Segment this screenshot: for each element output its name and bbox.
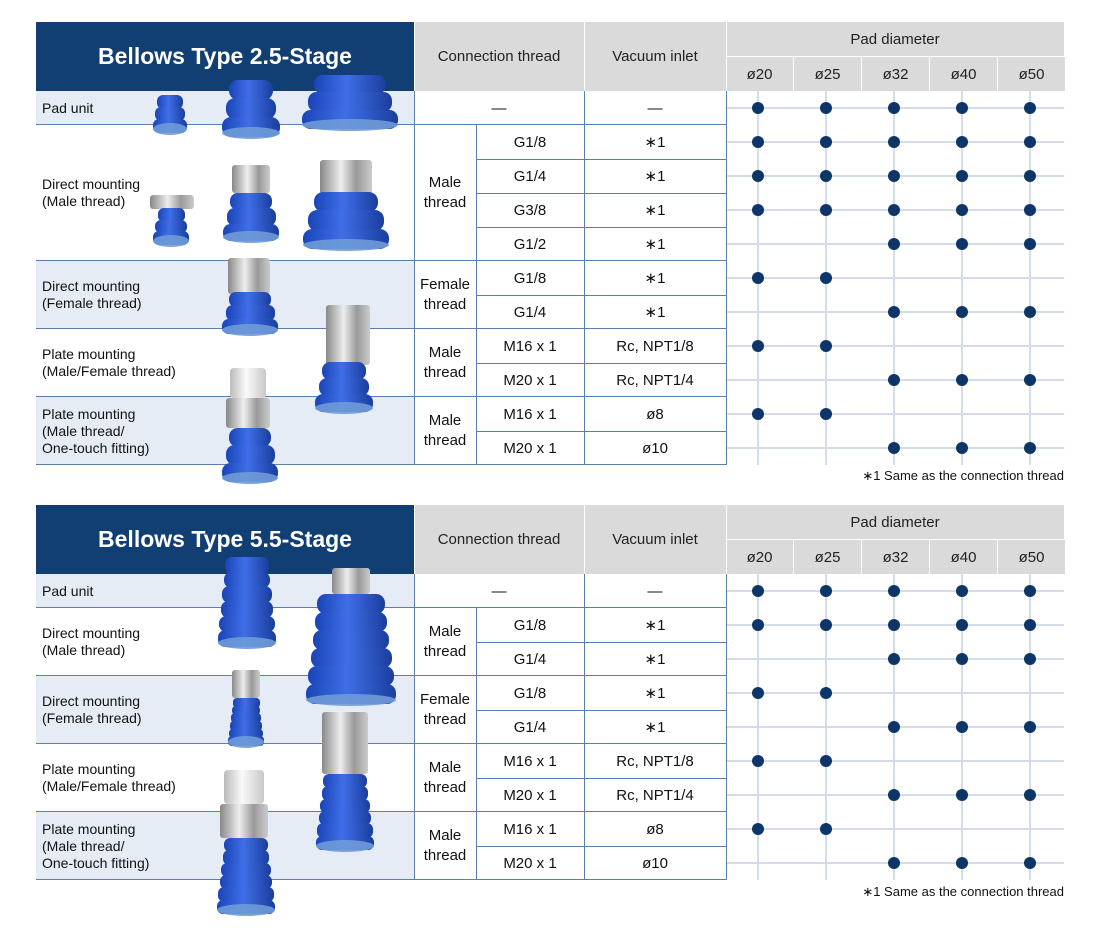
fitting-image <box>226 398 270 428</box>
header-divider <box>793 540 794 574</box>
pad-lip <box>153 235 189 247</box>
availability-dot <box>956 653 968 665</box>
availability-dot <box>956 857 968 869</box>
bellows-stage <box>226 445 275 464</box>
connection-thread-value: G1/4 <box>513 650 547 668</box>
row-divider <box>476 642 726 643</box>
header-divider <box>793 57 794 91</box>
availability-dot <box>888 238 900 250</box>
vacuum-inlet-value: — <box>647 99 663 117</box>
footnote: ∗1 Same as the connection thread <box>862 884 1064 899</box>
availability-dot <box>1024 442 1036 454</box>
suction-cup-image <box>153 95 187 131</box>
thread-type: Male thread <box>423 412 467 449</box>
availability-dot <box>888 442 900 454</box>
availability-dot <box>1024 170 1036 182</box>
availability-dot <box>820 204 832 216</box>
suction-cup-image <box>218 557 276 645</box>
connection-thread-value: M20 x 1 <box>503 439 557 457</box>
vacuum-inlet-value: ∗1 <box>644 236 666 253</box>
row-label: Direct mounting (Female thread) <box>42 278 142 311</box>
vacuum-inlet-value: ∗1 <box>644 270 666 287</box>
header-divider <box>414 22 415 91</box>
connection-thread-value: G1/8 <box>513 684 547 702</box>
row-label: Plate mounting (Male/Female thread) <box>42 761 176 794</box>
fitting-image <box>332 568 370 594</box>
availability-dot <box>752 408 764 420</box>
header-diameter-d50: ø50 <box>998 57 1065 91</box>
row-divider <box>476 363 726 364</box>
grid-line <box>726 692 1064 694</box>
pad-lip <box>222 324 278 336</box>
column-divider <box>726 91 727 465</box>
row-divider <box>476 295 726 296</box>
fitting-image <box>232 670 260 698</box>
availability-dot <box>888 204 900 216</box>
header-diameter-d32: ø32 <box>862 540 929 574</box>
availability-dot <box>752 687 764 699</box>
availability-dot <box>820 340 832 352</box>
availability-dot <box>888 619 900 631</box>
thread-type: Male thread <box>423 759 467 796</box>
availability-dot <box>1024 789 1036 801</box>
header-divider <box>414 505 415 574</box>
fitting-image <box>220 804 268 838</box>
suction-cup-image <box>315 362 373 410</box>
fitting-image <box>228 258 270 294</box>
pad-lip <box>303 239 389 251</box>
grid-line <box>726 277 1064 279</box>
availability-dot <box>820 619 832 631</box>
availability-dot <box>1024 102 1036 114</box>
connection-thread-value: M20 x 1 <box>503 854 557 872</box>
table-title: Bellows Type 5.5-Stage <box>36 505 414 574</box>
suction-cup-image <box>222 80 280 135</box>
one-touch-fitting-image <box>230 368 266 398</box>
vacuum-inlet-value: ∗1 <box>644 651 666 668</box>
header-divider <box>997 57 998 91</box>
availability-dot <box>888 789 900 801</box>
thread-type: Female thread <box>419 276 471 313</box>
bellows-stage <box>317 594 385 614</box>
availability-dot <box>956 442 968 454</box>
pad-lip <box>222 472 278 484</box>
pad-lip <box>228 736 264 748</box>
pad-lip <box>218 637 276 649</box>
header-pad-diameter: Pad diameter <box>726 22 1064 56</box>
availability-dot <box>888 857 900 869</box>
availability-dot <box>956 102 968 114</box>
column-divider <box>414 91 415 465</box>
availability-dot <box>1024 721 1036 733</box>
connection-thread-value: M16 x 1 <box>503 752 557 770</box>
availability-dot <box>888 170 900 182</box>
thread-type: Male thread <box>423 174 467 211</box>
availability-dot <box>888 102 900 114</box>
vacuum-inlet-value: Rc, NPT1/4 <box>616 371 694 389</box>
availability-dot <box>820 272 832 284</box>
connection-thread-value: M16 x 1 <box>503 405 557 423</box>
availability-dot <box>1024 857 1036 869</box>
column-divider <box>584 91 585 465</box>
header-diameter-d40: ø40 <box>930 57 997 91</box>
header-connection-thread: Connection thread <box>414 22 584 91</box>
connection-thread-value: — <box>491 582 507 600</box>
availability-dot <box>888 136 900 148</box>
header-diameter-d50: ø50 <box>998 540 1065 574</box>
connection-thread-value: M16 x 1 <box>503 337 557 355</box>
header-divider <box>861 540 862 574</box>
pad-lip <box>302 119 398 131</box>
suction-cup-image <box>302 75 398 127</box>
connection-thread-value: G1/8 <box>513 269 547 287</box>
availability-dot <box>888 306 900 318</box>
vacuum-inlet-value: ø10 <box>642 439 668 457</box>
vacuum-inlet-value: ø8 <box>646 820 664 838</box>
row-divider <box>476 159 726 160</box>
availability-dot <box>1024 653 1036 665</box>
column-divider <box>584 574 585 880</box>
fitting-image <box>322 712 368 774</box>
vacuum-inlet-value: ∗1 <box>644 168 666 185</box>
grid-line <box>726 760 1064 762</box>
availability-dot <box>752 204 764 216</box>
header-divider <box>584 505 585 574</box>
vacuum-inlet-value: Rc, NPT1/8 <box>616 337 694 355</box>
thread-type: Female thread <box>419 691 471 728</box>
row-divider <box>476 778 726 779</box>
fitting-image <box>150 195 194 209</box>
availability-dot <box>956 721 968 733</box>
connection-thread-value: G1/2 <box>513 235 547 253</box>
suction-cup-image <box>217 838 275 912</box>
vacuum-inlet-value: ∗1 <box>644 719 666 736</box>
vacuum-inlet-value: — <box>647 582 663 600</box>
vacuum-inlet-value: Rc, NPT1/4 <box>616 786 694 804</box>
group-divider <box>36 879 726 880</box>
availability-dot <box>752 619 764 631</box>
vacuum-inlet-value: ø8 <box>646 405 664 423</box>
availability-dot <box>820 102 832 114</box>
table-title: Bellows Type 2.5-Stage <box>36 22 414 91</box>
vacuum-inlet-value: ∗1 <box>644 617 666 634</box>
column-divider <box>414 574 415 880</box>
availability-dot <box>956 585 968 597</box>
connection-thread-value: — <box>491 99 507 117</box>
availability-dot <box>956 619 968 631</box>
vacuum-inlet-value: ∗1 <box>644 134 666 151</box>
header-diameter-d40: ø40 <box>930 540 997 574</box>
availability-dot <box>1024 374 1036 386</box>
connection-thread-value: G1/4 <box>513 303 547 321</box>
availability-dot <box>752 340 764 352</box>
availability-dot <box>820 585 832 597</box>
availability-dot <box>956 238 968 250</box>
connection-thread-value: M20 x 1 <box>503 786 557 804</box>
availability-dot <box>1024 306 1036 318</box>
header-diameter-d25: ø25 <box>794 540 861 574</box>
availability-dot <box>888 721 900 733</box>
bellows-stage <box>313 630 390 650</box>
availability-dot <box>820 687 832 699</box>
header-divider <box>726 56 1064 57</box>
availability-dot <box>1024 136 1036 148</box>
pad-lip <box>315 402 373 414</box>
availability-dot <box>1024 619 1036 631</box>
bellows-stage <box>314 192 379 212</box>
vacuum-inlet-value: ∗1 <box>644 202 666 219</box>
header-vacuum-inlet: Vacuum inlet <box>584 22 726 91</box>
column-divider <box>726 574 727 880</box>
availability-dot <box>1024 585 1036 597</box>
header-pad-diameter: Pad diameter <box>726 505 1064 539</box>
connection-thread-value: M20 x 1 <box>503 371 557 389</box>
row-label: Direct mounting (Male thread) <box>42 625 141 658</box>
availability-dot <box>956 306 968 318</box>
bellows-stage <box>308 210 383 230</box>
bellows-stage <box>311 648 392 668</box>
suction-cup-image <box>223 193 279 239</box>
vacuum-inlet-value: Rc, NPT1/8 <box>616 752 694 770</box>
thread-type: Male thread <box>423 623 467 660</box>
header-connection-thread: Connection thread <box>414 505 584 574</box>
row-divider <box>476 193 726 194</box>
grid-line <box>726 413 1064 415</box>
connection-thread-value: G1/8 <box>513 616 547 634</box>
availability-dot <box>820 170 832 182</box>
row-label: Direct mounting (Male thread) <box>42 176 141 209</box>
header-divider <box>997 540 998 574</box>
fitting-image <box>320 160 372 194</box>
pad-lip <box>153 123 187 135</box>
thread-type: Male thread <box>423 827 467 864</box>
availability-dot <box>752 755 764 767</box>
availability-dot <box>888 653 900 665</box>
availability-dot <box>888 585 900 597</box>
availability-dot <box>752 823 764 835</box>
row-divider <box>476 846 726 847</box>
availability-dot <box>1024 238 1036 250</box>
suction-cup-image <box>222 292 278 332</box>
grid-line <box>726 828 1064 830</box>
row-label: Pad unit <box>42 582 94 599</box>
thread-type: Male thread <box>423 344 467 381</box>
bellows-stage <box>229 80 273 100</box>
pad-lip <box>222 127 280 139</box>
bellows-stage <box>315 612 387 632</box>
availability-dot <box>1024 204 1036 216</box>
row-divider <box>476 227 726 228</box>
suction-cup-image <box>222 428 278 480</box>
header-divider <box>726 539 1064 540</box>
pad-lip <box>316 840 374 852</box>
pad-lip <box>223 231 279 243</box>
connection-thread-value: G1/8 <box>513 133 547 151</box>
footnote: ∗1 Same as the connection thread <box>862 468 1064 483</box>
availability-dot <box>956 136 968 148</box>
availability-dot <box>752 136 764 148</box>
header-divider <box>929 57 930 91</box>
availability-dot <box>752 102 764 114</box>
suction-cup-image <box>306 594 396 702</box>
suction-cup-image <box>303 192 389 247</box>
header-diameter-d25: ø25 <box>794 57 861 91</box>
grid-line <box>726 345 1064 347</box>
bellows-stage <box>308 666 394 686</box>
availability-dot <box>752 272 764 284</box>
row-label: Pad unit <box>42 99 94 116</box>
availability-dot <box>820 136 832 148</box>
availability-dot <box>752 170 764 182</box>
availability-dot <box>956 170 968 182</box>
row-label: Direct mounting (Female thread) <box>42 693 142 726</box>
vacuum-inlet-value: ø10 <box>642 854 668 872</box>
bellows-stage <box>226 98 277 118</box>
connection-thread-value: G1/4 <box>513 718 547 736</box>
header-vacuum-inlet: Vacuum inlet <box>584 505 726 574</box>
group-divider <box>36 464 726 465</box>
vacuum-inlet-value: ∗1 <box>644 685 666 702</box>
connection-thread-value: M16 x 1 <box>503 820 557 838</box>
suction-cup-image <box>228 698 264 744</box>
vacuum-inlet-value: ∗1 <box>644 304 666 321</box>
availability-dot <box>820 408 832 420</box>
suction-cup-image <box>316 774 374 848</box>
pad-lip <box>306 694 396 706</box>
row-divider <box>476 431 726 432</box>
row-label: Plate mounting (Male/Female thread) <box>42 346 176 379</box>
header-diameter-d20: ø20 <box>726 540 793 574</box>
row-label: Plate mounting (Male thread/ One-touch fitting) <box>42 820 150 871</box>
availability-dot <box>820 823 832 835</box>
availability-dot <box>956 789 968 801</box>
row-divider <box>476 710 726 711</box>
availability-dot <box>820 755 832 767</box>
bellows-stage <box>308 92 392 111</box>
one-touch-fitting-image <box>224 770 264 804</box>
availability-dot <box>888 374 900 386</box>
availability-dot <box>956 374 968 386</box>
availability-dot <box>956 204 968 216</box>
availability-dot <box>752 585 764 597</box>
header-diameter-d20: ø20 <box>726 57 793 91</box>
header-diameter-d32: ø32 <box>862 57 929 91</box>
connection-thread-value: G3/8 <box>513 201 547 219</box>
pad-lip <box>217 904 275 916</box>
header-divider <box>929 540 930 574</box>
fitting-image <box>326 305 370 365</box>
suction-cup-image <box>153 208 189 243</box>
header-divider <box>584 22 585 91</box>
row-label: Plate mounting (Male thread/ One-touch fitting) <box>42 405 150 456</box>
header-divider <box>861 57 862 91</box>
connection-thread-value: G1/4 <box>513 167 547 185</box>
fitting-image <box>232 165 270 193</box>
